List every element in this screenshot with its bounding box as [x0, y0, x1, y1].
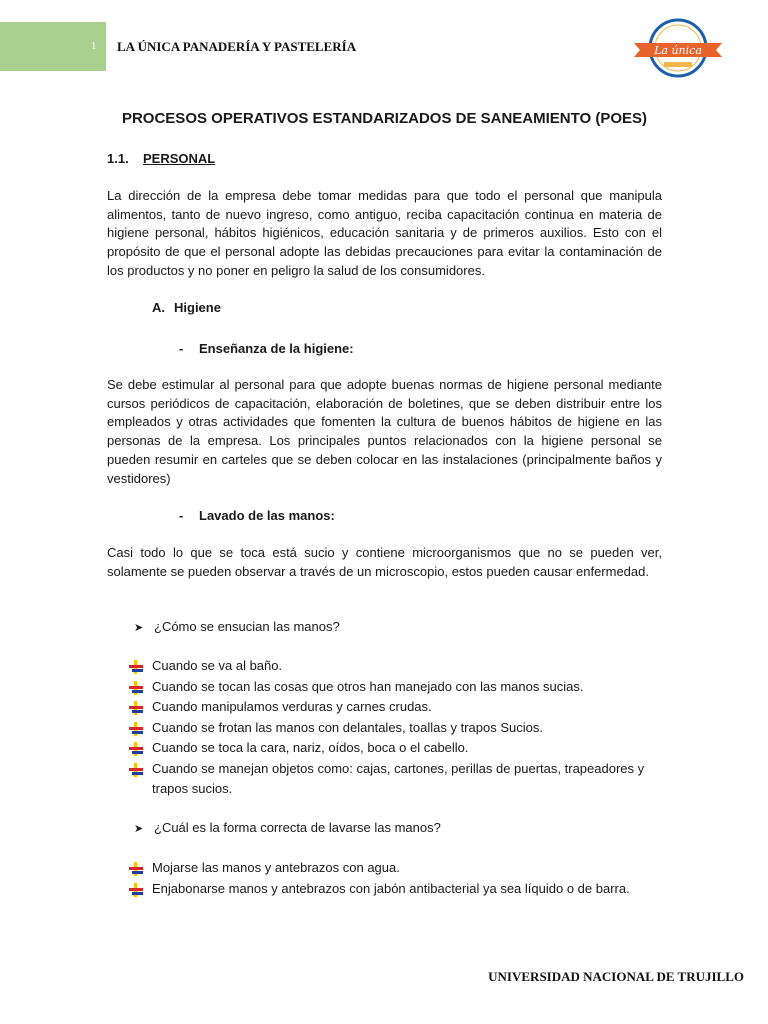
washing-paragraph: Casi todo lo que se toca está sucio y contiene microorganismos que no se pueden ver, solamente se pueden observar a través de un microscopio, estos pueden causar enfermedad. [107, 545, 662, 579]
list-item: Enjabonarse manos y antebrazos con jabón antibacterial ya sea líquido o de barra. [129, 879, 664, 900]
arrowhead-bullet-icon: ➤ [134, 622, 144, 634]
list-item: Cuando se toca la cara, nariz, oídos, boca o el cabello. [129, 738, 664, 759]
subsection-heading [152, 300, 221, 315]
page-number-badge [0, 22, 106, 71]
la-unica-logo-icon [630, 17, 726, 79]
section-label: PERSONAL [143, 151, 216, 166]
yellow-red-blue-bullet-icon [129, 883, 143, 897]
question-text: ¿Cuál es la forma correcta de lavarse las manos? [154, 820, 441, 835]
washing-heading-label: Lavado de las manos: [199, 508, 335, 523]
question-correct-washing [134, 820, 441, 835]
list-item: Cuando manipulamos verduras y carnes crudas. [129, 697, 664, 718]
list-item: Cuando se tocan las cosas que otros han manejado con las manos sucias. [129, 677, 664, 698]
washing-steps-list [129, 858, 664, 899]
teaching-heading-label: Enseñanza de la higiene: [199, 341, 354, 356]
subsection-label: Higiene [174, 300, 221, 315]
yellow-red-blue-bullet-icon [129, 722, 143, 736]
footer-title: UNIVERSIDAD NACIONAL DE TRUJILLO [488, 969, 744, 984]
list-item: Cuando se va al baño. [129, 656, 664, 677]
washing-heading [179, 508, 335, 523]
dirty-hands-list [129, 656, 664, 800]
list-item: Cuando se manejan objetos como: cajas, cartones, perillas de puertas, trapeadores y trapos sucios. [129, 759, 664, 800]
intro-paragraph: La dirección de la empresa debe tomar medidas para que todo el personal que manipula alimentos, tanto de nuevo ingreso, como antiguo, reciba capacitación continua en materia de higiene personal, hábitos higiénicos, educación sanitaria y de primeros auxilios. Esto con el propósito de que el personal adopte las debidas precauciones para evitar la contaminación de los productos y no poner en peligro la salud de los consumidores. [107, 188, 662, 278]
yellow-red-blue-bullet-icon [129, 742, 143, 756]
section-number: 1.1. [107, 151, 129, 166]
teaching-dash: - [179, 341, 184, 356]
yellow-red-blue-bullet-icon [129, 701, 143, 715]
teaching-paragraph: Se debe estimular al personal para que adopte buenas normas de higiene personal mediante cursos periódicos de capacitación, elaboración de boletines, que se deben distribuir entre los empleados y otras actividades que fomenten la cultura de buenos hábitos de higiene en las personas de la empresa. Los principales puntos relacionados con la higiene personal se pueden resumir en carteles que se deben colocar en las instalaciones (principalmente baños y vestidores) [107, 377, 662, 486]
teaching-heading [179, 341, 354, 356]
page-number: 1 [91, 40, 97, 52]
yellow-red-blue-bullet-icon [129, 681, 143, 695]
arrowhead-bullet-icon: ➤ [134, 823, 144, 835]
document-title: PROCESOS OPERATIVOS ESTANDARIZADOS DE SANEAMIENTO (POES) [121, 110, 648, 127]
yellow-red-blue-bullet-icon [129, 660, 143, 674]
yellow-red-blue-bullet-icon [129, 862, 143, 876]
subsection-letter: A. [152, 300, 165, 315]
washing-dash: - [179, 508, 184, 523]
list-item: Mojarse las manos y antebrazos con agua. [129, 858, 664, 879]
list-item: Cuando se frotan las manos con delantales, toallas y trapos Sucios. [129, 718, 664, 739]
logo-text: La única [654, 44, 702, 57]
question-text: ¿Cómo se ensucian las manos? [154, 619, 340, 634]
yellow-red-blue-bullet-icon [129, 763, 143, 777]
header-title: LA ÚNICA PANADERÍA Y PASTELERÍA [117, 39, 357, 54]
question-dirty-hands [134, 619, 340, 634]
section-heading [107, 151, 215, 166]
